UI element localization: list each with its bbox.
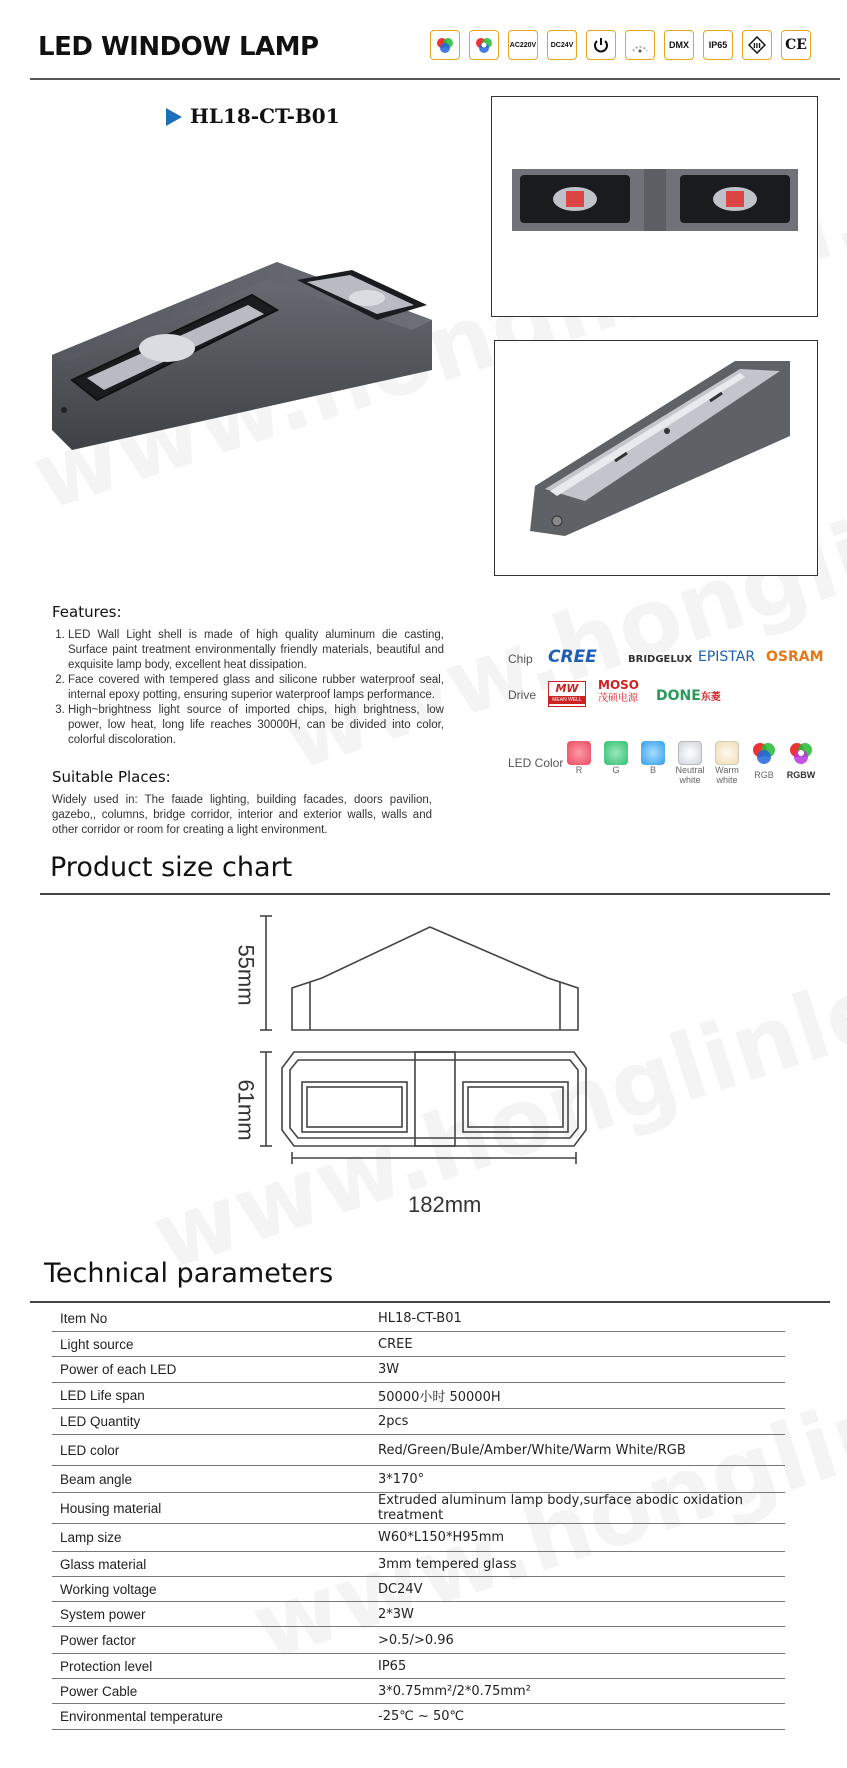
list-item: 3. High~brightness light source of imported chips, high brightness, low power, low heat, long life reaches 30000H, can be divided into color, colorful discoloration. bbox=[68, 703, 444, 748]
table-row bbox=[52, 1704, 785, 1730]
param-value: IP65 bbox=[372, 1654, 785, 1679]
ip65-icon: IP65 bbox=[703, 30, 733, 60]
header-divider bbox=[30, 78, 840, 80]
rgbw-dots-icon bbox=[469, 30, 499, 60]
list-item: 1. LED Wall Light shell is made of high quality aluminum die casting, Surface paint treatment environmentally friendly materials, beautiful and exquisite lamp body, excellent heat dissipation. bbox=[68, 628, 444, 673]
color-swatch-blue: B bbox=[638, 741, 668, 785]
param-value: -25℃ ~ 50℃ bbox=[372, 1704, 785, 1730]
model-number: HL18-CT-B01 bbox=[190, 104, 340, 128]
param-name: Item No bbox=[52, 1305, 372, 1332]
table-row bbox=[52, 1409, 785, 1435]
dimension-drawing bbox=[230, 910, 690, 1210]
done-logo: DONE东菱 bbox=[656, 688, 721, 704]
param-name: Protection level bbox=[52, 1654, 372, 1679]
ac-voltage-icon: AC220V bbox=[508, 30, 538, 60]
ce-mark-icon: CE bbox=[781, 30, 811, 60]
drive-label: Drive bbox=[508, 688, 537, 702]
color-swatch-rgb: RGB bbox=[749, 741, 779, 785]
epistar-logo: EPISTAR bbox=[698, 649, 756, 665]
rgb-dots-icon bbox=[430, 30, 460, 60]
divider bbox=[40, 893, 830, 895]
list-item: 2. Face covered with tempered glass and silicone rubber waterproof seal, internal epoxy potting, ensuring superior waterproof lamps performance. bbox=[68, 673, 444, 703]
param-name: Beam angle bbox=[52, 1466, 372, 1493]
param-value: 3*0.75mm²/2*0.75mm² bbox=[372, 1679, 785, 1704]
suitable-text: Widely used in: The faɩade lighting, building facades, doors pavilion, gazebo,, columns, bridge corridor, interior and exterior walls, walls and other corridor or room for creating a light environment. bbox=[52, 794, 432, 836]
table-row bbox=[52, 1627, 785, 1654]
param-value: Extruded aluminum lamp body,surface abodic oxidation treatment bbox=[372, 1493, 785, 1524]
table-row bbox=[52, 1577, 785, 1602]
beam-angle-icon bbox=[625, 30, 655, 60]
led-color-swatches bbox=[564, 741, 816, 785]
param-value: DC24V bbox=[372, 1577, 785, 1602]
features-heading: Features: bbox=[52, 603, 122, 621]
table-row bbox=[52, 1524, 785, 1552]
color-swatch-green: G bbox=[601, 741, 631, 785]
param-name: Lamp size bbox=[52, 1524, 372, 1552]
param-name: LED color bbox=[52, 1435, 372, 1466]
led-color-label: LED Color bbox=[508, 756, 564, 770]
table-row bbox=[52, 1466, 785, 1493]
table-row bbox=[52, 1357, 785, 1383]
height-dimension: 55mm bbox=[234, 944, 259, 1006]
tech-params-heading: Technical parameters bbox=[44, 1258, 334, 1289]
table-row bbox=[52, 1383, 785, 1409]
class-iii-icon bbox=[742, 30, 772, 60]
param-value: HL18-CT-B01 bbox=[372, 1305, 785, 1332]
param-name: Working voltage bbox=[52, 1577, 372, 1602]
param-name: Power Cable bbox=[52, 1679, 372, 1704]
table-row bbox=[52, 1305, 785, 1332]
dc-voltage-icon: DC24V bbox=[547, 30, 577, 60]
meanwell-logo: MW MEAN WELL bbox=[548, 681, 586, 707]
dmx-icon: DMX bbox=[664, 30, 694, 60]
certification-icons bbox=[430, 30, 811, 60]
param-name: System power bbox=[52, 1602, 372, 1627]
play-arrow-icon bbox=[166, 108, 182, 126]
color-swatch-red: R bbox=[564, 741, 594, 785]
bridgelux-logo: BRIDGELUX bbox=[628, 654, 693, 665]
color-swatch-rgbw: RGBW bbox=[786, 741, 816, 785]
moso-logo: MOSO 茂硕电源 bbox=[598, 678, 639, 704]
product-main-image bbox=[52, 250, 494, 460]
color-swatch-neutral-white: Neutral white bbox=[675, 741, 705, 785]
param-name: Light source bbox=[52, 1332, 372, 1357]
table-row bbox=[52, 1679, 785, 1704]
cree-logo: CREE bbox=[548, 647, 597, 667]
param-value: W60*L150*H95mm bbox=[372, 1524, 785, 1552]
page-title: LED WINDOW LAMP bbox=[38, 32, 319, 62]
param-value: >0.5/>0.96 bbox=[372, 1627, 785, 1654]
table-row bbox=[52, 1552, 785, 1577]
param-value: 50000小时 50000H bbox=[372, 1383, 785, 1409]
param-name: LED Life span bbox=[52, 1383, 372, 1409]
svg-text:III: III bbox=[753, 42, 761, 50]
tech-params-table bbox=[52, 1305, 785, 1730]
product-back-photo bbox=[494, 340, 818, 576]
param-value: CREE bbox=[372, 1332, 785, 1357]
table-row bbox=[52, 1602, 785, 1627]
param-name: Environmental temperature bbox=[52, 1704, 372, 1730]
param-name: Glass material bbox=[52, 1552, 372, 1577]
param-name: Housing material bbox=[52, 1493, 372, 1524]
table-row bbox=[52, 1332, 785, 1357]
param-value: 3W bbox=[372, 1357, 785, 1383]
param-value: 3mm tempered glass bbox=[372, 1552, 785, 1577]
table-row bbox=[52, 1435, 785, 1466]
table-row bbox=[52, 1654, 785, 1679]
param-value: 3*170° bbox=[372, 1466, 785, 1493]
param-value: 2pcs bbox=[372, 1409, 785, 1435]
suitable-heading: Suitable Places: bbox=[52, 768, 171, 786]
param-name: Power of each LED bbox=[52, 1357, 372, 1383]
length-dimension: 182mm bbox=[408, 1192, 482, 1217]
param-value: Red/Green/Bule/Amber/White/Warm White/RGB bbox=[372, 1435, 785, 1466]
power-icon bbox=[586, 30, 616, 60]
chip-label: Chip bbox=[508, 652, 533, 666]
size-chart-heading: Product size chart bbox=[50, 852, 293, 883]
features-list bbox=[52, 628, 444, 748]
depth-dimension: 61mm bbox=[234, 1079, 259, 1141]
param-value: 2*3W bbox=[372, 1602, 785, 1627]
color-swatch-warm-white: Warm white bbox=[712, 741, 742, 785]
table-row bbox=[52, 1493, 785, 1524]
divider bbox=[30, 1301, 830, 1303]
product-front-photo bbox=[491, 96, 818, 317]
param-name: LED Quantity bbox=[52, 1409, 372, 1435]
osram-logo: OSRAM bbox=[766, 649, 824, 665]
param-name: Power factor bbox=[52, 1627, 372, 1654]
